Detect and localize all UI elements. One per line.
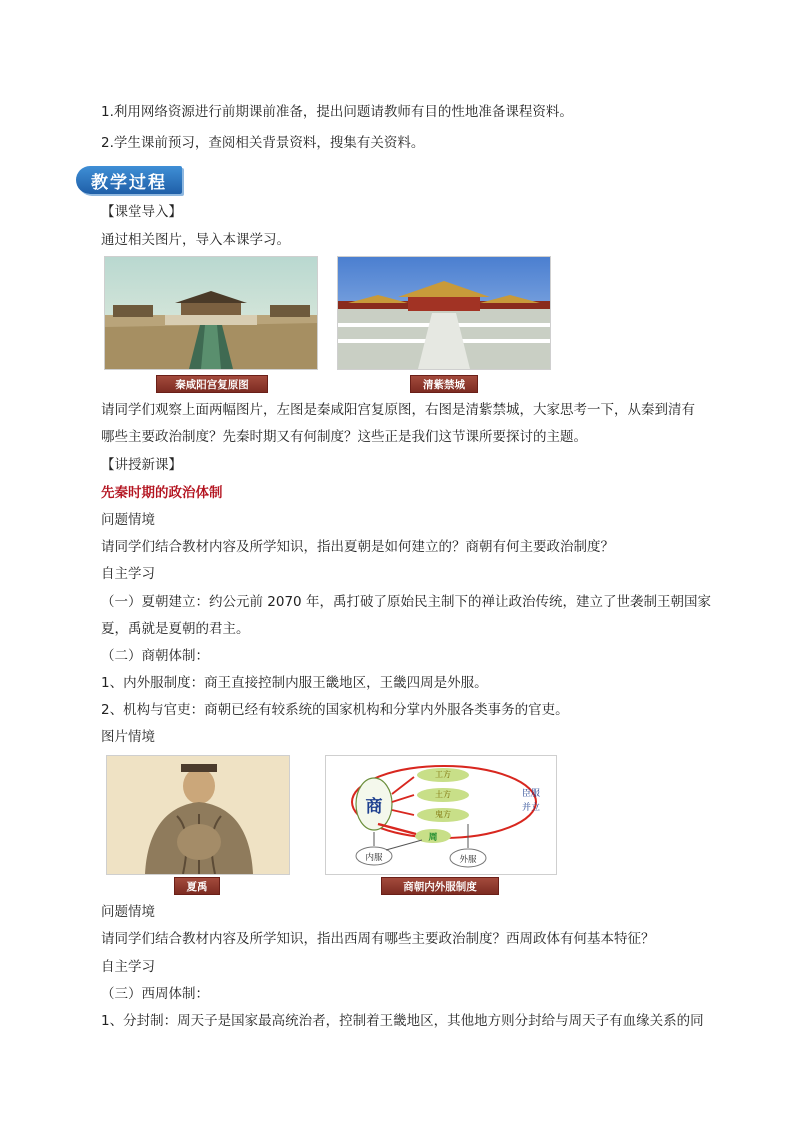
section-subtitle: 先秦时期的政治体制 xyxy=(101,485,223,501)
xianyang-palace-image xyxy=(104,256,318,370)
zhou-heading: （三）西周体制： xyxy=(101,986,209,1002)
forbidden-city-image xyxy=(337,256,551,370)
intro-text: 通过相关图片，导入本课学习。 xyxy=(101,232,290,248)
shang-system-diagram xyxy=(325,755,557,875)
prep-item-1: 1.利用网络资源进行前期课前准备，提出问题请教师有目的性地准备课程资料。 xyxy=(101,104,573,120)
diagram-side-1: 臣服 xyxy=(522,789,541,799)
picture-label: 图片情境 xyxy=(101,729,155,745)
diagram-side-2: 并立 xyxy=(522,803,541,813)
self-study-label-2: 自主学习 xyxy=(101,959,155,975)
intro-para-1: 请同学们观察上面两幅图片，左图是秦咸阳宫复原图，右图是清紫禁城，大家思考一下，从秦到清有 xyxy=(101,402,695,418)
question-text-1: 请同学们结合教材内容及所学知识，指出夏朝是如何建立的？商朝有何主要政治制度？ xyxy=(101,539,614,555)
shang-item-1: 1、内外服制度：商王直接控制内服王畿地区，王畿四周是外服。 xyxy=(101,675,488,691)
shang-heading: （二）商朝体制： xyxy=(101,648,209,664)
yu-caption: 夏禹 xyxy=(174,877,220,895)
prep-item-2: 2.学生课前预习，查阅相关背景资料，搜集有关资料。 xyxy=(101,135,425,151)
diagram-center-label: 商 xyxy=(365,797,383,817)
xia-text-1: （一）夏朝建立：约公元前 2070 年，禹打破了原始民主制下的禅让政治传统，建立了世袭制王朝国家 xyxy=(101,594,711,610)
intro-para-2: 哪些主要政治制度？先秦时期又有何制度？这些正是我们这节课所要探讨的主题。 xyxy=(101,429,587,445)
xia-text-2: 夏，禹就是夏朝的君主。 xyxy=(101,621,250,637)
self-study-label-1: 自主学习 xyxy=(101,566,155,582)
diagram-outer-2: 土方 xyxy=(435,790,451,799)
shang-item-2: 2、机构与官吏：商朝已经有较系统的国家机构和分掌内外服各类事务的官吏。 xyxy=(101,702,569,718)
diagram-outer-3: 鬼方 xyxy=(435,810,451,819)
section-badge: 教学过程 xyxy=(76,166,182,194)
xianyang-caption: 秦咸阳宫复原图 xyxy=(156,375,268,393)
forbidden-city-caption: 清紫禁城 xyxy=(410,375,478,393)
diagram-outer-label: 外服 xyxy=(459,855,477,865)
diagram-inner-label: 内服 xyxy=(365,853,383,863)
zhou-item-1: 1、分封制：周天子是国家最高统治者，控制着王畿地区，其他地方则分封给与周天子有血缘关系的同 xyxy=(101,1013,704,1029)
diagram-zhou: 周 xyxy=(428,833,438,843)
intro-heading: 【课堂导入】 xyxy=(101,204,182,220)
diagram-outer-1: 工方 xyxy=(435,770,451,779)
diagram-caption: 商朝内外服制度 xyxy=(381,877,499,895)
new-lesson-heading: 【讲授新课】 xyxy=(101,457,182,473)
question-text-2: 请同学们结合教材内容及所学知识，指出西周有哪些主要政治制度？西周政体有何基本特征？ xyxy=(101,931,655,947)
question-label-2: 问题情境 xyxy=(101,904,155,920)
question-label-1: 问题情境 xyxy=(101,512,155,528)
yu-portrait-image xyxy=(106,755,290,875)
